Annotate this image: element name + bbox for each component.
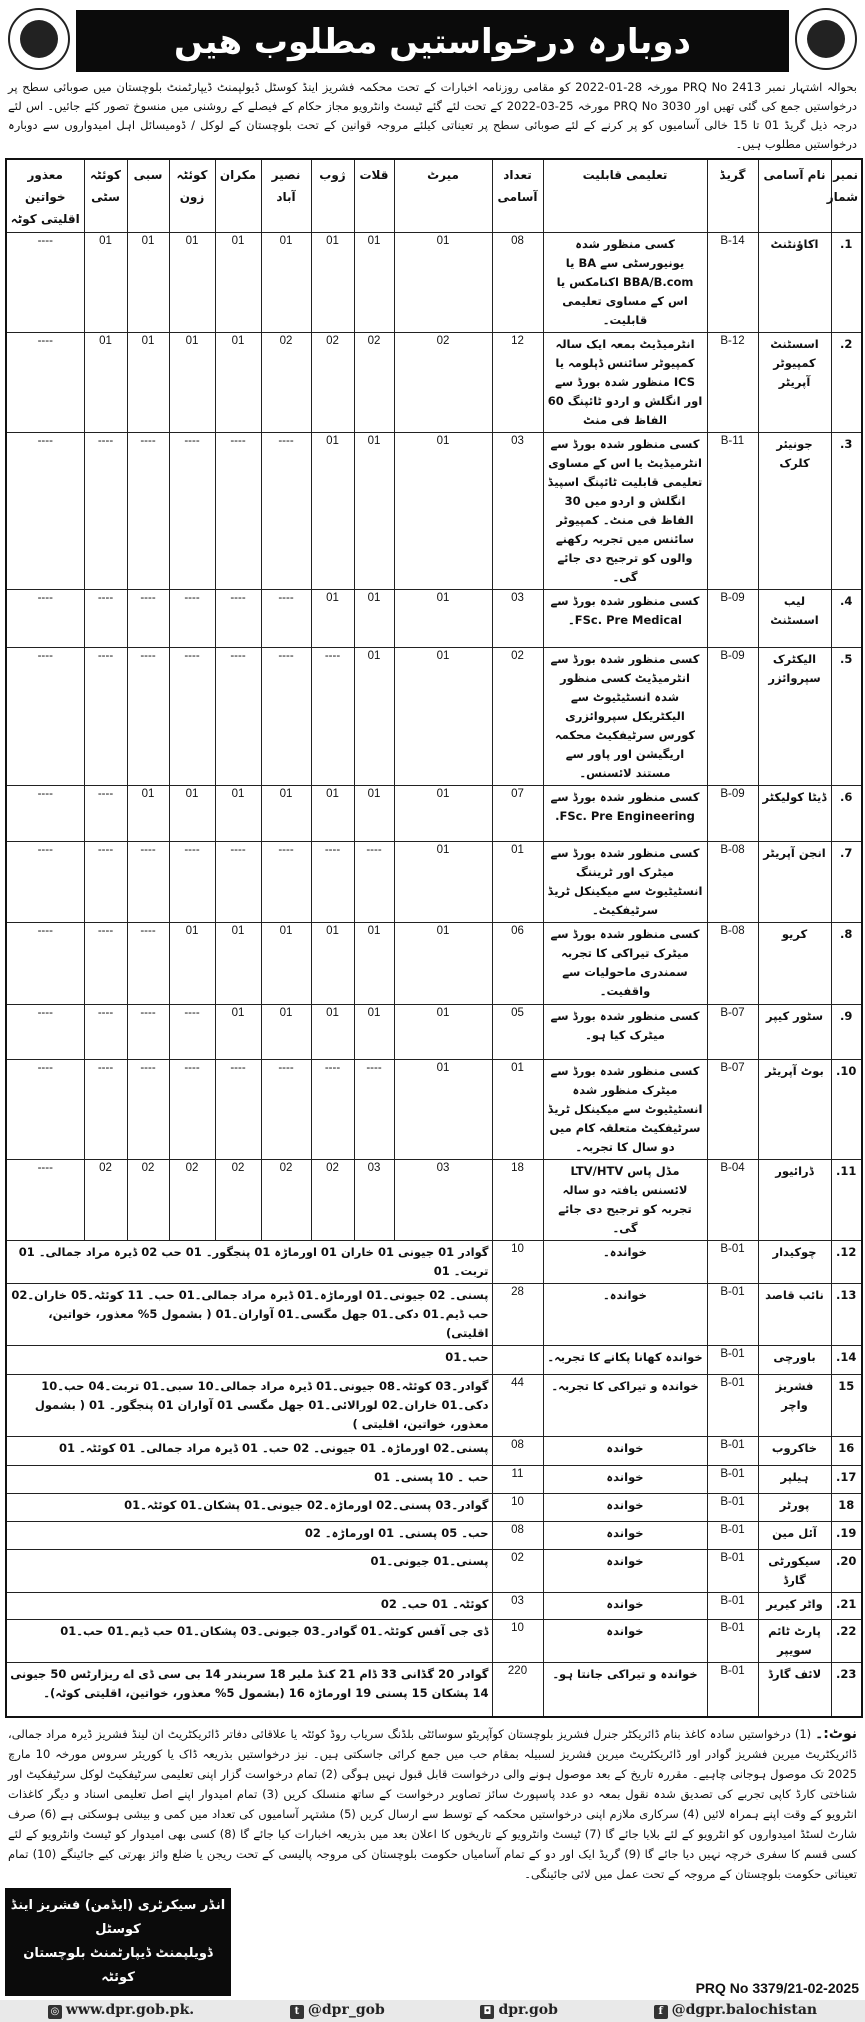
quota-cell: ---- bbox=[6, 923, 84, 1005]
quota-cell: 01 bbox=[169, 923, 215, 1005]
quota-cell: 02 bbox=[311, 1160, 354, 1241]
column-header: نام آسامی bbox=[758, 159, 831, 233]
quota-cell: 01 bbox=[354, 1005, 394, 1060]
globe-icon: ◎ bbox=[48, 2005, 62, 2019]
quota-cell: 01 bbox=[394, 1060, 492, 1160]
column-header: کوئٹہ زون bbox=[169, 159, 215, 233]
table-row bbox=[6, 1284, 862, 1346]
total-posts: 03 bbox=[492, 590, 543, 648]
total-posts bbox=[492, 1346, 543, 1375]
facebook-icon: f bbox=[654, 2005, 668, 2019]
quota-cell: ---- bbox=[84, 842, 127, 923]
row-number: 11. bbox=[831, 1160, 862, 1241]
quota-cell: ---- bbox=[127, 590, 169, 648]
quota-cell: ---- bbox=[169, 590, 215, 648]
total-posts: 01 bbox=[492, 842, 543, 923]
grade: B-01 bbox=[707, 1346, 758, 1375]
qualification: کسی منظور شدہ بورڈ سے FSc. Pre Medical۔ bbox=[543, 590, 707, 648]
total-posts: 05 bbox=[492, 1005, 543, 1060]
quota-cell: ---- bbox=[311, 1060, 354, 1160]
quota-cell: ---- bbox=[84, 786, 127, 842]
government-logo-right bbox=[795, 8, 857, 70]
quota-cell: 02 bbox=[394, 333, 492, 433]
grade: B-01 bbox=[707, 1375, 758, 1437]
intro-paragraph: بحوالہ اشتہار نمبر PRQ No 2413 مورخہ 28-01-2022 کو مقامی روزنامہ اخبارات کے تحت محکمہ فشریز اینڈ کوسٹل ڈیولپمنٹ ڈیپارٹمنٹ بلوچستان میں صوبائی سطح پر درخواستیں جمع کی گئی تھیں اور PRQ No 3030 مورخہ 25-03-2022 کے تحت لئے گئے ٹیسٹ وانٹرویو مجاز حکام کے فیصلے کے روشنی میں منسوخ تصور کئے جائیں۔ اس لئے درجہ ذیل گریڈ 01 تا 15 خالی آسامیوں کو پر کرنے کے لئے صوبائی سطح پر تعیناتی کیلئے مروجہ قوانین کے تحت بلوچستان کے لوکل / ڈومیسائل اہل امیدواروں سے دوبارہ درخواستیں مطلوب ہیں۔ bbox=[8, 80, 858, 151]
instagram-icon: ◘ bbox=[480, 2005, 494, 2019]
table-row bbox=[6, 1620, 862, 1663]
quota-cell: 01 bbox=[354, 233, 394, 333]
total-posts: 08 bbox=[492, 1437, 543, 1466]
row-number: 5. bbox=[831, 648, 862, 786]
total-posts: 06 bbox=[492, 923, 543, 1005]
note-label: نوٹ:۔ bbox=[815, 1725, 857, 1742]
total-posts: 220 bbox=[492, 1663, 543, 1717]
table-row bbox=[6, 1437, 862, 1466]
quota-cell: ---- bbox=[215, 590, 261, 648]
signature-line-2: ڈویلپمنٹ ڈیپارٹمنٹ بلوچستان کوئٹہ bbox=[23, 1945, 213, 1985]
quota-cell: 01 bbox=[127, 333, 169, 433]
qualification: خواندہ bbox=[543, 1593, 707, 1620]
post-name: اکاؤنٹنٹ bbox=[758, 233, 831, 333]
quota-cell: 01 bbox=[354, 786, 394, 842]
location-distribution: حب۔ 05 پسنی۔ 01 اورماڑہ۔ 02 bbox=[6, 1522, 492, 1550]
post-name: لیب اسسٹنٹ bbox=[758, 590, 831, 648]
qualification: کسی منظور شدہ بورڈ سے میٹرک منظور شدہ انسٹیٹیوٹ سے میکینکل ٹریڈ سرٹیفکیٹ متعلقہ کام میں دو سال کا تجربہ۔ bbox=[543, 1060, 707, 1160]
grade: B-08 bbox=[707, 923, 758, 1005]
row-number: 22. bbox=[831, 1620, 862, 1663]
post-name: واٹر کیریر bbox=[758, 1593, 831, 1620]
row-number: 4. bbox=[831, 590, 862, 648]
quota-cell: ---- bbox=[354, 1060, 394, 1160]
grade: B-07 bbox=[707, 1005, 758, 1060]
quota-cell: ---- bbox=[169, 1005, 215, 1060]
quota-cell: ---- bbox=[84, 590, 127, 648]
table-row bbox=[6, 590, 862, 648]
quota-cell: ---- bbox=[127, 923, 169, 1005]
row-number: 23. bbox=[831, 1663, 862, 1717]
post-name: ہیلپر bbox=[758, 1466, 831, 1494]
quota-cell: 01 bbox=[169, 233, 215, 333]
total-posts: 10 bbox=[492, 1494, 543, 1522]
grade: B-11 bbox=[707, 433, 758, 590]
footer-instagram[interactable]: ◘ dpr.gob bbox=[480, 2002, 557, 2019]
qualification: مڈل پاس LTV/HTV لائسنس یافتہ دو سالہ تجربہ کو ترجیح دی جائے گی۔ bbox=[543, 1160, 707, 1241]
quota-cell: ---- bbox=[6, 1005, 84, 1060]
column-header: گریڈ bbox=[707, 159, 758, 233]
quota-cell: 01 bbox=[84, 233, 127, 333]
table-row bbox=[6, 1593, 862, 1620]
total-posts: 07 bbox=[492, 786, 543, 842]
table-row bbox=[6, 1550, 862, 1593]
table-row bbox=[6, 1005, 862, 1060]
quota-cell: ---- bbox=[6, 842, 84, 923]
prq-number: PRQ No 3379/21-02-2025 bbox=[695, 1979, 859, 1996]
post-name: جونیئر کلرک bbox=[758, 433, 831, 590]
table-header-row bbox=[6, 159, 862, 233]
total-posts: 01 bbox=[492, 1060, 543, 1160]
column-header: سبی bbox=[127, 159, 169, 233]
column-header: معذور خواتین اقلیتی کوٹہ bbox=[6, 159, 84, 233]
post-name: بوٹ آپریٹر bbox=[758, 1060, 831, 1160]
qualification: خواندہ bbox=[543, 1494, 707, 1522]
quota-cell: ---- bbox=[84, 923, 127, 1005]
post-name: ڈرائیور bbox=[758, 1160, 831, 1241]
quota-cell: ---- bbox=[261, 1060, 311, 1160]
row-number: 20. bbox=[831, 1550, 862, 1593]
post-name: چوکیدار bbox=[758, 1241, 831, 1284]
grade: B-01 bbox=[707, 1241, 758, 1284]
quota-cell: 01 bbox=[394, 590, 492, 648]
signature-row bbox=[5, 1888, 859, 1996]
column-header: ژوب bbox=[311, 159, 354, 233]
total-posts: 02 bbox=[492, 648, 543, 786]
quota-cell: ---- bbox=[84, 1060, 127, 1160]
quota-cell: ---- bbox=[261, 590, 311, 648]
post-name: ڈیٹا کولیکٹر bbox=[758, 786, 831, 842]
grade: B-04 bbox=[707, 1160, 758, 1241]
total-posts: 08 bbox=[492, 233, 543, 333]
quota-cell: ---- bbox=[127, 1060, 169, 1160]
column-header: کوئٹہ سٹی bbox=[84, 159, 127, 233]
quota-cell: ---- bbox=[127, 842, 169, 923]
quota-cell: 01 bbox=[394, 842, 492, 923]
quota-cell: 01 bbox=[215, 233, 261, 333]
row-number: 3. bbox=[831, 433, 862, 590]
qualification: انٹرمیڈیٹ بمعہ ایک سالہ کمپیوٹر سائنس ڈپلومہ یا ICS منظور شدہ بورڈ سے اور انگلش و اردو ٹائپنگ 60 الفاظ فی منٹ bbox=[543, 333, 707, 433]
note-text: (1) درخواستیں سادہ کاغذ بنام ڈائریکٹر جنرل فشریز بلوچستان کوآپریٹو سوسائٹی بلڈنگ سریاب روڈ کوئٹہ یا علاقائی دفاتر ڈائریکٹریٹ ان لینڈ فشریز ڈیرہ مراد جمالی، ڈائریکٹریٹ میرین فشریز گوادر اور ڈائریکٹریٹ میرین فشریز لسبیلہ بمقام حب میں جمع کرائی جاسکتی ہیں۔ نیز درخواستیں بذریعہ ڈاک یا کوریئر سروس مورخہ 10 مارچ 2025 تک موصول ہوجانی چاہیے۔ مقررہ تاریخ کے بعد موصول ہونے والی درخواست قابل قبول نہیں ہوگی (2) تمام درخواست گزار اپنی تعلیمی سرٹیفکیٹ لوکل سرٹیفکیٹ اور شناختی کارڈ کاپی تجربے کی تصدیق شدہ نقول بمعہ دو عدد پاسپورٹ سائز تصاویر درخواست کے ساتھ منسلک کریں (3) تمام امیدوار اپنے اصل تعلیمی اسناد و دیگر کاغذات انٹرویو کے وقت اپنے ہمراہ لائیں (4) سرکاری ملازم اپنی درخواستیں محکمہ کے توسط سے ارسال کریں (5) مشتہر آسامیوں کی تعداد میں کمی و بیشی ہوسکتی ہے (6) صرف شارٹ لسٹڈ امیدواروں کو انٹرویو کے لئے بلایا جائے گا (7) ٹیسٹ وانٹرویو کے تاریخوں کا اعلان بعد میں بذریعہ اخبارات کیا جائے گا (8) کسی بھی امیدوار کو ٹیسٹ وانٹرویو کے لئے کسی قسم کا سفری خرچہ نہیں دیا جائے گا (9) گریڈ ایک اور دو کے تمام آسامیاں حکومت بلوچستان کی مروجہ پالیسی کے تحت ریجن یا ضلع وائز بھرتی کیے جائینگے (10) تمام تعیناتی حکومت بلوچستان کے مروجہ کے تحت عمل میں لائی جائینگی۔ bbox=[8, 1726, 858, 1881]
row-number: 7. bbox=[831, 842, 862, 923]
quota-cell: ---- bbox=[127, 433, 169, 590]
qualification: کسی منظور شدہ یونیورسٹی سے BA یا BBA/B.com اکنامکس یا اس کے مساوی تعلیمی قابلیت۔ bbox=[543, 233, 707, 333]
row-number: 17. bbox=[831, 1466, 862, 1494]
total-posts: 44 bbox=[492, 1375, 543, 1437]
quota-cell: ---- bbox=[169, 648, 215, 786]
quota-cell: 01 bbox=[354, 433, 394, 590]
quota-cell: 01 bbox=[127, 786, 169, 842]
total-posts: 11 bbox=[492, 1466, 543, 1494]
quota-cell: 01 bbox=[169, 333, 215, 433]
row-number: 6. bbox=[831, 786, 862, 842]
column-header: نصیر آباد bbox=[261, 159, 311, 233]
post-name: فشریز واچر bbox=[758, 1375, 831, 1437]
grade: B-01 bbox=[707, 1437, 758, 1466]
grade: B-01 bbox=[707, 1466, 758, 1494]
table-row bbox=[6, 923, 862, 1005]
row-number: 8. bbox=[831, 923, 862, 1005]
column-header: مکران bbox=[215, 159, 261, 233]
row-number: 15 bbox=[831, 1375, 862, 1437]
quota-cell: 02 bbox=[84, 1160, 127, 1241]
table-row bbox=[6, 1375, 862, 1437]
quota-cell: 01 bbox=[311, 786, 354, 842]
quota-cell: 01 bbox=[215, 1005, 261, 1060]
post-name: آئل مین bbox=[758, 1522, 831, 1550]
qualification: کسی منظور شدہ بورڈ سے انٹرمیڈیٹ کسی منظور شدہ انسٹیٹیوٹ سے الیکٹریکل سپروائزری کورس سرٹیفکیٹ محکمہ اریگیشن اور پاور سے مستند لائسنس۔ bbox=[543, 648, 707, 786]
quota-cell: ---- bbox=[6, 233, 84, 333]
quota-cell: 02 bbox=[215, 1160, 261, 1241]
notes-section bbox=[8, 1724, 857, 1884]
quota-cell: 02 bbox=[169, 1160, 215, 1241]
quota-cell: ---- bbox=[311, 842, 354, 923]
post-name: سیکورٹی گارڈ bbox=[758, 1550, 831, 1593]
location-distribution: گوادر۔03 پسنی۔02 اورماڑہ۔02 جیونی۔01 پشکان۔01 کوئٹہ۔01 bbox=[6, 1494, 492, 1522]
quota-cell: 03 bbox=[394, 1160, 492, 1241]
total-posts: 10 bbox=[492, 1241, 543, 1284]
row-number: 16 bbox=[831, 1437, 862, 1466]
total-posts: 18 bbox=[492, 1160, 543, 1241]
post-name: خاکروب bbox=[758, 1437, 831, 1466]
post-name: پارٹ ٹائم سویپر bbox=[758, 1620, 831, 1663]
location-distribution: ڈی جی آفس کوئٹہ۔01 گوادر۔03 جیونی۔03 پشکان۔01 حب ڈیم۔01 حب۔01 bbox=[6, 1620, 492, 1663]
grade: B-08 bbox=[707, 842, 758, 923]
quota-cell: 01 bbox=[311, 433, 354, 590]
row-number: 1. bbox=[831, 233, 862, 333]
row-number: 19. bbox=[831, 1522, 862, 1550]
quota-cell: ---- bbox=[6, 333, 84, 433]
footer-twitter[interactable]: t @dpr_gob bbox=[290, 2002, 385, 2019]
location-distribution: گوادر 01 جیونی 01 خاران 01 اورماڑہ 01 پنجگور۔ 01 حب 02 ڈیرہ مراد جمالی۔ 01 تربت۔ 01 bbox=[6, 1241, 492, 1284]
post-name: الیکٹرک سپروائزر bbox=[758, 648, 831, 786]
total-posts: 12 bbox=[492, 333, 543, 433]
qualification: کسی منظور شدہ بورڈ سے FSc. Pre Engineering. bbox=[543, 786, 707, 842]
location-distribution: حب ۔ 10 پسنی۔ 01 bbox=[6, 1466, 492, 1494]
quota-cell: ---- bbox=[127, 1005, 169, 1060]
qualification: خواندہ bbox=[543, 1466, 707, 1494]
quota-cell: ---- bbox=[169, 1060, 215, 1160]
quota-cell: 01 bbox=[394, 233, 492, 333]
column-header: نمبر شمار bbox=[831, 159, 862, 233]
quota-cell: ---- bbox=[215, 433, 261, 590]
quota-cell: 01 bbox=[354, 648, 394, 786]
qualification: خواندہ و تیراکی کا تجربہ۔ bbox=[543, 1375, 707, 1437]
post-name: انجن آپریٹر bbox=[758, 842, 831, 923]
row-number: 2. bbox=[831, 333, 862, 433]
table-row bbox=[6, 1060, 862, 1160]
qualification: خواندہ۔ bbox=[543, 1284, 707, 1346]
quota-cell: ---- bbox=[127, 648, 169, 786]
signature-block bbox=[5, 1888, 231, 1996]
quota-cell: 01 bbox=[394, 786, 492, 842]
quota-cell: ---- bbox=[6, 1060, 84, 1160]
row-number: 14. bbox=[831, 1346, 862, 1375]
quota-cell: ---- bbox=[261, 648, 311, 786]
qualification: خواندہ bbox=[543, 1522, 707, 1550]
table-row bbox=[6, 786, 862, 842]
table-row bbox=[6, 1241, 862, 1284]
quota-cell: ---- bbox=[84, 648, 127, 786]
page-title: دوبارہ درخواستیں مطلوب ھیں bbox=[76, 10, 789, 72]
table-row bbox=[6, 1466, 862, 1494]
quota-cell: ---- bbox=[215, 648, 261, 786]
quota-cell: 02 bbox=[354, 333, 394, 433]
header bbox=[0, 0, 865, 76]
quota-cell: 01 bbox=[394, 433, 492, 590]
row-number: 10. bbox=[831, 1060, 862, 1160]
grade: B-09 bbox=[707, 590, 758, 648]
column-header: قلات bbox=[354, 159, 394, 233]
quota-cell: 01 bbox=[394, 648, 492, 786]
quota-cell: ---- bbox=[169, 433, 215, 590]
quota-cell: ---- bbox=[261, 842, 311, 923]
quota-cell: ---- bbox=[169, 842, 215, 923]
location-distribution: پسنی۔01 جیونی۔01 bbox=[6, 1550, 492, 1593]
quota-cell: 03 bbox=[354, 1160, 394, 1241]
quota-cell: ---- bbox=[6, 648, 84, 786]
quota-cell: 01 bbox=[354, 923, 394, 1005]
grade: B-07 bbox=[707, 1060, 758, 1160]
total-posts: 03 bbox=[492, 1593, 543, 1620]
quota-cell: ---- bbox=[311, 648, 354, 786]
qualification: خواندہ bbox=[543, 1437, 707, 1466]
vacancies-table bbox=[5, 158, 863, 1718]
quota-cell: 01 bbox=[215, 923, 261, 1005]
quota-cell: 01 bbox=[261, 786, 311, 842]
quota-cell: 01 bbox=[311, 1005, 354, 1060]
quota-cell: 02 bbox=[127, 1160, 169, 1241]
total-posts: 03 bbox=[492, 433, 543, 590]
quota-cell: 01 bbox=[127, 233, 169, 333]
quota-cell: 02 bbox=[261, 333, 311, 433]
table-row bbox=[6, 1663, 862, 1717]
table-row bbox=[6, 1346, 862, 1375]
location-distribution: پسنی۔02 اورماڑہ۔ 01 جیونی۔ 02 حب۔ 01 ڈیرہ مراد جمالی۔ 01 کوئٹہ۔ 01 bbox=[6, 1437, 492, 1466]
quota-cell: 01 bbox=[261, 923, 311, 1005]
qualification: خواندہ و تیراکی جانتا ہو۔ bbox=[543, 1663, 707, 1717]
quota-cell: 01 bbox=[84, 333, 127, 433]
total-posts: 02 bbox=[492, 1550, 543, 1593]
location-distribution: پسنی۔ 02 جیونی۔01 اورماڑہ۔01 ڈیرہ مراد جمالی۔01 حب۔ 11 کوئٹہ۔05 خاران۔02 حب ڈیم۔01 دکی۔01 جھل مگسی۔01 آواران۔01 ( بشمول 5% معذور، خواتین، اقلیتی) bbox=[6, 1284, 492, 1346]
table-row bbox=[6, 1160, 862, 1241]
grade: B-01 bbox=[707, 1284, 758, 1346]
quota-cell: ---- bbox=[6, 786, 84, 842]
quota-cell: ---- bbox=[6, 1160, 84, 1241]
total-posts: 08 bbox=[492, 1522, 543, 1550]
quota-cell: ---- bbox=[215, 1060, 261, 1160]
location-distribution: حب۔01 bbox=[6, 1346, 492, 1375]
table-row bbox=[6, 433, 862, 590]
grade: B-09 bbox=[707, 786, 758, 842]
qualification: خواندہ۔ bbox=[543, 1241, 707, 1284]
quota-cell: ---- bbox=[354, 842, 394, 923]
quota-cell: 01 bbox=[261, 233, 311, 333]
total-posts: 28 bbox=[492, 1284, 543, 1346]
signature-line-1: انڈر سیکرٹری (ایڈمن) فشریز اینڈ کوسٹل bbox=[10, 1897, 226, 1937]
row-number: 9. bbox=[831, 1005, 862, 1060]
twitter-icon: t bbox=[290, 2005, 304, 2019]
post-name: پورٹر bbox=[758, 1494, 831, 1522]
quota-cell: 01 bbox=[394, 923, 492, 1005]
column-header: میرٹ bbox=[394, 159, 492, 233]
quota-cell: 01 bbox=[394, 1005, 492, 1060]
grade: B-01 bbox=[707, 1663, 758, 1717]
quota-cell: 01 bbox=[215, 333, 261, 433]
qualification: خواندہ bbox=[543, 1620, 707, 1663]
quota-cell: 01 bbox=[354, 590, 394, 648]
total-posts: 10 bbox=[492, 1620, 543, 1663]
grade: B-09 bbox=[707, 648, 758, 786]
grade: B-01 bbox=[707, 1522, 758, 1550]
quota-cell: ---- bbox=[6, 433, 84, 590]
row-number: 21. bbox=[831, 1593, 862, 1620]
quota-cell: 02 bbox=[311, 333, 354, 433]
row-number: 12. bbox=[831, 1241, 862, 1284]
post-name: لائف گارڈ bbox=[758, 1663, 831, 1717]
qualification: کسی منظور شدہ بورڈ سے میٹرک اور ٹریننگ انسٹیٹیوٹ سے میکینکل ٹریڈ سرٹیفکیٹ۔ bbox=[543, 842, 707, 923]
quota-cell: 01 bbox=[261, 1005, 311, 1060]
post-name: باورچی bbox=[758, 1346, 831, 1375]
qualification: کسی منظور شدہ بورڈ سے میٹرک تیراکی کا تجربہ سمندری ماحولیات سے واقفیت۔ bbox=[543, 923, 707, 1005]
grade: B-14 bbox=[707, 233, 758, 333]
location-distribution: گوادر 20 گڈانی 33 ڈام 21 کنڈ ملیر 18 سربندر 14 بی سی ڈی اے ریزارٹس 50 جیونی 14 پشکان 15 پسنی 19 اورماڑہ 16 (بشمول 5% معذور، خواتین، اقلیتی کوٹہ)۔ bbox=[6, 1663, 492, 1717]
column-header: تعداد آسامی bbox=[492, 159, 543, 233]
quota-cell: ---- bbox=[6, 590, 84, 648]
column-header: تعلیمی قابلیت bbox=[543, 159, 707, 233]
table-row bbox=[6, 333, 862, 433]
qualification: کسی منظور شدہ بورڈ سے میٹرک کیا ہو۔ bbox=[543, 1005, 707, 1060]
footer-bar bbox=[0, 2000, 865, 2022]
quota-cell: 01 bbox=[311, 923, 354, 1005]
footer-facebook[interactable]: f @dgpr.balochistan bbox=[654, 2002, 817, 2019]
row-number: 18 bbox=[831, 1494, 862, 1522]
location-distribution: کوئٹہ۔ 01 حب۔ 02 bbox=[6, 1593, 492, 1620]
grade: B-01 bbox=[707, 1494, 758, 1522]
qualification: خواندہ bbox=[543, 1550, 707, 1593]
quota-cell: ---- bbox=[84, 433, 127, 590]
grade: B-01 bbox=[707, 1620, 758, 1663]
qualification: خواندہ کھانا پکانے کا تجربہ۔ bbox=[543, 1346, 707, 1375]
quota-cell: ---- bbox=[84, 1005, 127, 1060]
post-name: سٹور کیپر bbox=[758, 1005, 831, 1060]
qualification: کسی منظور شدہ بورڈ سے انٹرمیڈیٹ یا اس کے مساوی تعلیمی قابلیت ٹائپنگ اسپیڈ انگلش و اردو میں 30 الفاظ فی منٹ۔ کمپیوٹر سائنس میں تجربہ رکھنے والوں کو ترجیح دی جائے گی۔ bbox=[543, 433, 707, 590]
quota-cell: 02 bbox=[261, 1160, 311, 1241]
row-number: 13. bbox=[831, 1284, 862, 1346]
table-row bbox=[6, 842, 862, 923]
grade: B-12 bbox=[707, 333, 758, 433]
quota-cell: 01 bbox=[169, 786, 215, 842]
quota-cell: 01 bbox=[311, 233, 354, 333]
grade: B-01 bbox=[707, 1550, 758, 1593]
post-name: کریو bbox=[758, 923, 831, 1005]
quota-cell: 01 bbox=[311, 590, 354, 648]
table-row bbox=[6, 648, 862, 786]
post-name: نائب قاصد bbox=[758, 1284, 831, 1346]
footer-website[interactable]: ◎ www.dpr.gob.pk. bbox=[48, 2002, 194, 2019]
quota-cell: 01 bbox=[215, 786, 261, 842]
quota-cell: ---- bbox=[215, 842, 261, 923]
table-row bbox=[6, 233, 862, 333]
post-name: اسسٹنٹ کمپیوٹر آپریٹر bbox=[758, 333, 831, 433]
grade: B-01 bbox=[707, 1593, 758, 1620]
location-distribution: گوادر۔03 کوئٹہ۔08 جیونی۔01 ڈیرہ مراد جمالی۔10 سبی۔01 تربت۔04 حب۔10 دکی۔01 خاران۔02 لورالائی۔01 جھل مگسی 01 آواران 01 پنجگور۔ 01 ( بشمول معذور، خواتین، اقلیتی ) bbox=[6, 1375, 492, 1437]
government-logo-left bbox=[8, 8, 70, 70]
table-row bbox=[6, 1522, 862, 1550]
table-row bbox=[6, 1494, 862, 1522]
quota-cell: ---- bbox=[261, 433, 311, 590]
